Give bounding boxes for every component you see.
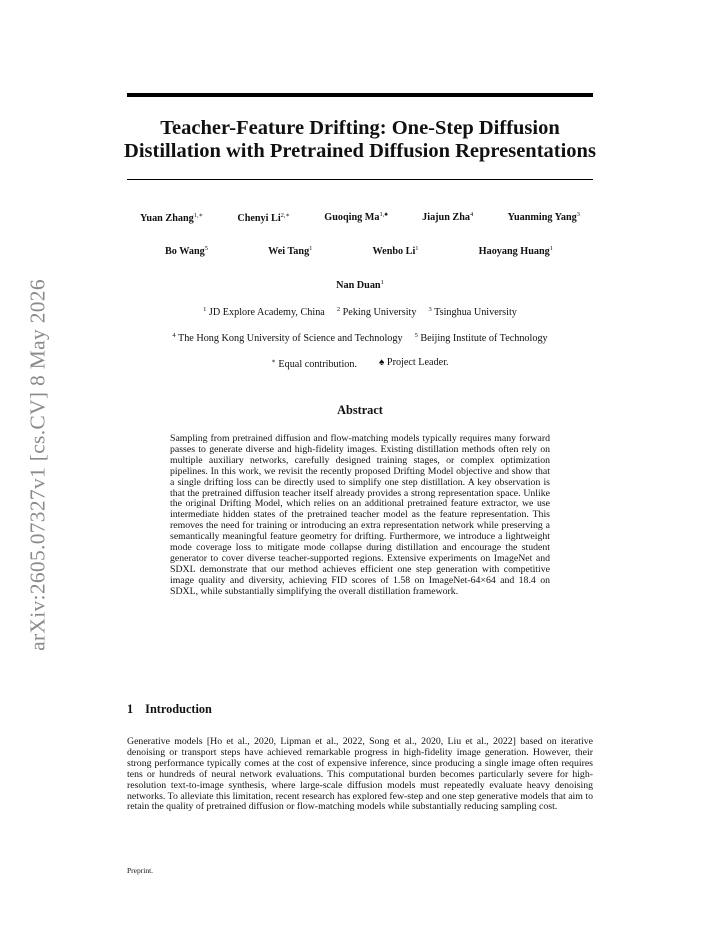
author-row-3 [127, 279, 593, 291]
project-leader-note: ♠ Project Leader. [379, 357, 449, 368]
title-line-2: Distillation with Pretrained Diffusion Representations [124, 140, 596, 162]
introduction-paragraph: Generative models [Ho et al., 2020, Lipman et al., 2022, Song et al., 2020, Liu et al., 2022] based on iterative denoising or transport steps have achieved remarkable progress in high-fidelity image generation. However, their strong performance typically comes at the cost of expensive inference, since producing a single image often requires tens or hundreds of neural network evaluations. This computational burden becomes particularly severe for high-resolution text-to-image synthesis, where large-scale diffusion models must repeatedly evaluate heavy denoising networks. To alleviate this limitation, recent research has explored few-step and one step generative models that aim to retain the quality of pretrained diffusion or flow-matching models while substantially reducing sampling cost. [127, 736, 593, 813]
author: Yuan Zhang$^{1,∗}$ [140, 212, 204, 224]
equal-contribution-note: ∗ Equal contribution. [271, 358, 358, 370]
spade-icon: ♠ [379, 357, 385, 368]
author: Guoqing $Ma^{1,♠}$ [324, 211, 388, 223]
author: Nan Duan$^1$ [336, 279, 384, 291]
top-rule [127, 93, 593, 97]
affiliation-row-2 [100, 332, 620, 344]
author: Yuanming Yang$^3$ [507, 211, 580, 223]
author: Wenbo Li$^1$ [372, 245, 419, 257]
affiliation: $^4$ The Hong Kong University of Science and Technology [172, 332, 403, 344]
section-title: Introduction [145, 702, 212, 716]
abstract-heading: Abstract [337, 403, 383, 417]
affiliation: $^1$ JD Explore Academy, China [203, 306, 325, 318]
arxiv-stamp: arXiv:2605.07327v1 [cs.CV] 8 May 2026 [25, 279, 50, 651]
preprint-footer: Preprint. [127, 866, 154, 875]
author: Haoyang Huang$^1$ [478, 245, 553, 257]
contribution-notes [100, 357, 620, 370]
author: Chenyi $Li^{2,∗}$ [237, 212, 290, 224]
section-heading [127, 702, 212, 717]
paper-title [100, 117, 620, 163]
affiliation: $^2$ Peking University [336, 306, 417, 318]
section-number: 1 [127, 702, 134, 716]
author: Bo Wang$^5$ [165, 245, 208, 257]
author-row-2 [127, 245, 593, 257]
author-row-1 [127, 211, 593, 224]
affiliation: $^3$ Tsinghua University [428, 306, 517, 318]
author: Wei Tang$^1$ [268, 245, 313, 257]
affiliation: $^5$ Beijing Institute of Technology [414, 332, 548, 344]
abstract-body: Sampling from pretrained diffusion and flow-matching models typically requires many forward passes to generate diverse and high-fidelity images. Existing distillation methods often rely on multiple auxiliary networks, carefully designed training stages, or complex optimization pipelines. In this work, we revisit the recently proposed Drifting Model objective and show that a single drifting loss can be directly used to simplify one step distillation. A key observation is that the pretrained diffusion teacher itself already provides a strong representation space. Unlike the original Drifting Model, which relies on an additional pretrained feature extractor, we use intermediate hidden states of the pretrained teacher model as the feature representation. This removes the need for training or introducing an extra representation network while preserving a semantically meaningful feature geometry for drifting. Furthermore, we introduce a lightweight mode coverage loss to mitigate mode collapse during distillation and encourage the student generator to cover diverse teacher-supported regions. Extensive experiments on ImageNet and SDXL demonstrate that our method achieves efficient one step generation with competitive image quality and diversity, achieving FID scores of 1.58 on ImageNet-64×64 and 18.4 on SDXL, while substantially simplifying the overall distillation framework. [170, 433, 550, 597]
affiliation-row-1 [100, 306, 620, 318]
title-rule [127, 179, 593, 180]
author: Jiajun Zha$^4$ [422, 211, 474, 223]
title-line-1: Teacher-Feature Drifting: One-Step Diffusion [160, 117, 560, 139]
